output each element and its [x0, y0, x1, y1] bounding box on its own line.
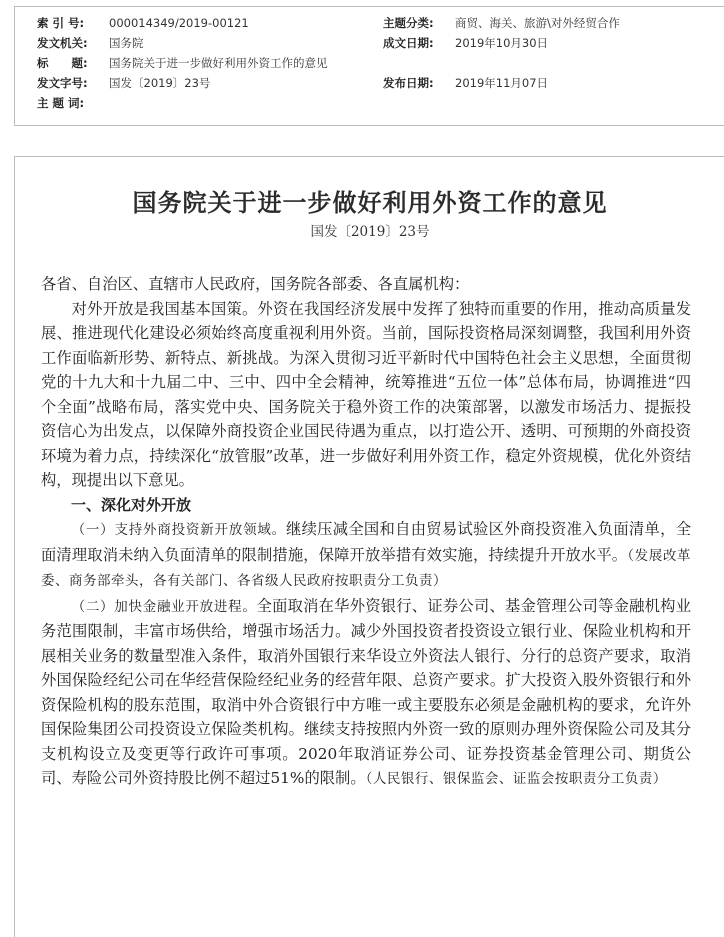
document-title: 国务院关于进一步做好利用外资工作的意见: [132, 188, 608, 217]
meta-row-docno: [15, 73, 724, 93]
issuer-label: 发文机关:: [37, 36, 88, 50]
index-label: 索 引 号:: [37, 16, 85, 30]
item-1-responsibility: （发展改革委、商务部牵头，各有关部门、各省级人民政府按职责分工负责）: [41, 547, 691, 589]
metadata-panel: [14, 6, 724, 126]
docno-value: 国发〔2019〕23号: [109, 76, 211, 90]
intro-paragraph: 对外开放是我国基本国策。外资在我国经济发展中发挥了独特而重要的作用，推动高质量发展、推进现代化建设必须始终高度重视利用外资。当前，国际投资格局深刻调整，我国利用外资工作面临新形势、新特点、新挑战。为深入贯彻习近平新时代中国特色社会主义思想，全面贯彻党的十九大和十九届二中、三中、四中全会精神，统筹推进“五位一体”总体布局，协调推进“四个全面”战略布局，落实党中央、国务院关于稳外资工作的决策部署，以激发市场活力、提振投资信心为出发点，以保障外商投资企业国民待遇为重点，以打造公开、透明、可预期的外商投资环境为着力点，持续深化“放管服”改革，进一步做好利用外资工作，稳定外资规模，优化外资结构，现提出以下意见。: [41, 299, 691, 489]
created-value: 2019年10月30日: [455, 36, 549, 50]
item-2-text: 全面取消在华外资银行、证券公司、基金管理公司等金融机构业务范围限制，丰富市场供给，增强市场活力。减少外国投资者投资设立银行业、保险业机构和开展相关业务的数量型准入条件，取消外国银行来华设立外资法人银行、分行的总资产要求，取消外国保险经纪公司在华经营保险经纪业务的经营年限、总资产要求。扩大投资入股外资银行和外资保险机构的股东范围，取消中外合资银行中方唯一或主要股东必须是金融机构的要求，允许外国保险集团公司投资设立保险类机构。继续支持按照内外资一致的原则办理外资保险公司及其分支机构设立及变更等行政许可事项。2020年取消证券公司、证券投资基金管理公司、期货公司、寿险公司外资持股比例不超过51%的限制。: [41, 596, 691, 787]
published-label: 发布日期:: [383, 76, 434, 90]
item-2-lead: （二）加快金融业开放进程。: [71, 598, 257, 615]
salutation: 各省、自治区、直辖市人民政府，国务院各部委、各直属机构：: [41, 275, 470, 293]
published-value: 2019年11月07日: [455, 76, 549, 90]
issuer-value: 国务院: [109, 36, 144, 50]
section-heading: 一、深化对外开放: [71, 495, 192, 514]
document-number: 国发〔2019〕23号: [310, 224, 430, 240]
item-1-paragraph: [41, 517, 691, 594]
meta-row-index: [15, 13, 724, 33]
title-label: 标 题:: [37, 56, 88, 70]
item-2-paragraph: [41, 594, 691, 792]
created-label: 成文日期:: [383, 36, 434, 50]
meta-row-issuer: [15, 33, 724, 53]
docno-label: 发文字号:: [37, 76, 88, 90]
item-1-text: 继续压减全国和自由贸易试验区外商投资准入负面清单，全面清理取消未纳入负面清单的限制措施，保障开放举措有效实施，持续提升开放水平。: [41, 520, 691, 564]
item-1-lead: （一）支持外商投资新开放领域。: [71, 522, 286, 538]
document-panel: [14, 156, 724, 937]
meta-row-title: [15, 53, 724, 73]
item-2-responsibility: （人民银行、银保监会、证监会按职责分工负责）: [365, 771, 667, 787]
category-value: 商贸、海关、旅游\对外经贸合作: [455, 16, 620, 30]
keywords-label: 主 题 词:: [37, 96, 85, 110]
title-value: 国务院关于进一步做好利用外资工作的意见: [109, 56, 328, 70]
index-value: 000014349/2019-00121: [109, 16, 249, 30]
category-label: 主题分类:: [383, 16, 434, 30]
document-body: [41, 272, 691, 792]
meta-row-keywords: [15, 93, 724, 113]
